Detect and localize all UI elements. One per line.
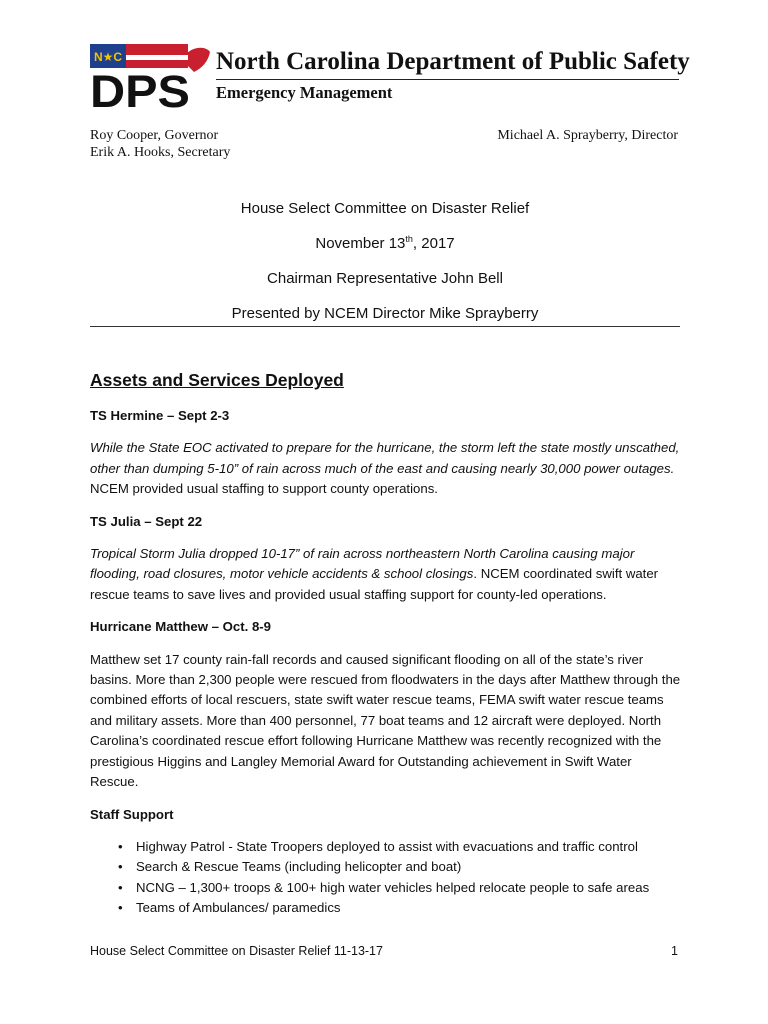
official-governor: Roy Cooper, Governor	[90, 128, 219, 143]
page-number: 1	[671, 944, 678, 958]
dps-logo	[90, 44, 212, 110]
logo-wordmark: DPS	[90, 66, 190, 110]
officials-left	[90, 127, 230, 161]
date-year: , 2017	[412, 235, 455, 252]
staff-support-title: Staff Support	[90, 806, 174, 822]
list-item	[118, 898, 682, 919]
event-plain-hermine: NCEM provided usual staffing to support county operations.	[90, 460, 682, 497]
committee-name: House Select Committee on Disaster Relief	[240, 200, 530, 217]
list-item-text: Search & Rescue Teams (including helicopter and boat)	[136, 859, 462, 875]
list-item-text: Teams of Ambulances/ paramedics	[136, 900, 341, 916]
footer-title: House Select Committee on Disaster Relief 11-13-17	[90, 944, 383, 958]
official-secretary: Erik A. Hooks, Secretary	[90, 145, 231, 160]
event-body-matthew: Matthew set 17 county rain-fall records and caused significant flooding on all of the state’s river basins. More than 2,300 people were rescued from floodwaters in the days after Matthew through the combined efforts of local rescuers, state swift water rescue teams, FEMA swift water rescue teams and military assets. More than 400 personnel, 77 boat teams and 12 aircraft were deployed. North Carolina’s coordinated rescue effort following Hurricane Matthew was recently recognized with the prestigious Higgins and Langley Memorial Award for Outstanding achievement in Swift Water Rescue.	[90, 651, 681, 790]
bullet-glyph: •	[118, 838, 123, 854]
staff-support-list	[90, 837, 682, 919]
date-prefix: November 13	[315, 235, 406, 252]
bullet-glyph: •	[118, 859, 123, 875]
event-italic-hermine: While the State EOC activated to prepare for the hurricane, the storm left the state mostly unscathed, other than dumping 5-10” of rain across much of the east and causing nearly 30,000 power outages.	[90, 440, 680, 476]
org-title: North Carolina Department of Public Safety	[216, 48, 690, 75]
section-heading: Assets and Services Deployed	[90, 370, 344, 390]
title-block	[90, 198, 680, 338]
bullet-glyph: •	[118, 879, 123, 895]
event-italic-julia: Tropical Storm Julia dropped 10-17” of rain across northeastern North Carolina causing major flooding, road closures, motor vehicle accidents & school closings	[90, 546, 635, 582]
list-item	[118, 878, 682, 899]
meeting-date	[90, 233, 680, 268]
list-item	[118, 857, 682, 878]
event-body-hermine	[90, 438, 682, 499]
document-body	[90, 368, 682, 919]
header-divider	[216, 79, 679, 80]
list-item-text: Highway Patrol - State Troopers deployed to assist with evacuations and traffic control	[136, 838, 638, 854]
official-director: Michael A. Sprayberry, Director	[497, 128, 678, 143]
chairman: Chairman Representative John Bell	[267, 270, 503, 287]
event-title-matthew: Hurricane Matthew – Oct. 8-9	[90, 619, 272, 635]
title-divider	[90, 326, 680, 327]
officials-right	[497, 127, 678, 144]
date-ordinal: th	[405, 234, 413, 244]
event-body-julia	[90, 544, 682, 605]
list-item	[118, 837, 682, 858]
bullet-glyph: •	[118, 900, 123, 916]
event-title-julia: TS Julia – Sept 22	[90, 513, 203, 529]
org-subtitle: Emergency Management	[216, 83, 393, 102]
logo-badge-text: N★C	[93, 50, 123, 64]
event-title-hermine: TS Hermine – Sept 2-3	[90, 408, 230, 423]
presenter: Presented by NCEM Director Mike Sprayberry	[231, 305, 539, 322]
dps-logo-graphic	[90, 44, 212, 110]
list-item-text: NCNG – 1,300+ troops & 100+ high water vehicles helped relocate people to safe areas	[136, 879, 650, 895]
event-plain-julia: . NCEM coordinated swift water rescue teams to save lives and provided usual staffing support for county-led operations.	[90, 566, 659, 602]
